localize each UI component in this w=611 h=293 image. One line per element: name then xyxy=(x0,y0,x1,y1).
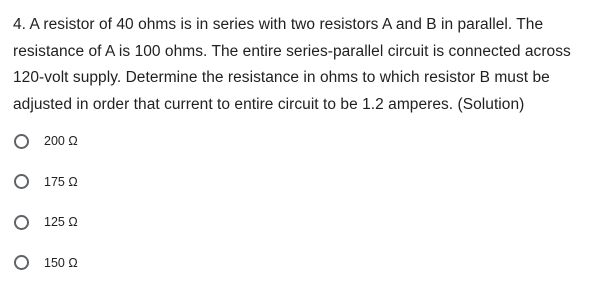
option-175-ohm[interactable] xyxy=(14,172,78,192)
option-125-ohm[interactable] xyxy=(14,212,78,232)
radio-button-icon[interactable] xyxy=(14,134,29,149)
option-200-ohm[interactable] xyxy=(14,131,78,151)
option-label: 175 Ω xyxy=(44,174,78,189)
option-150-ohm[interactable] xyxy=(14,253,78,273)
option-label: 150 Ω xyxy=(44,255,78,270)
radio-button-icon[interactable] xyxy=(14,174,29,189)
option-label: 125 Ω xyxy=(44,215,78,229)
option-label: 200 Ω xyxy=(44,134,78,148)
answer-options xyxy=(14,131,78,293)
radio-button-icon[interactable] xyxy=(14,215,29,230)
radio-button-icon[interactable] xyxy=(14,255,29,270)
question-text: 4. A resistor of 40 ohms is in series with two resistors A and B in parallel. The resistance of A is 100 ohms. The entire series-parallel circuit is connected across 120-volt supply. Determine the resistance in ohms to which resistor B must be adjusted in order that current to entire circuit to be 1.2 amperes. (Solution) xyxy=(13,16,571,113)
